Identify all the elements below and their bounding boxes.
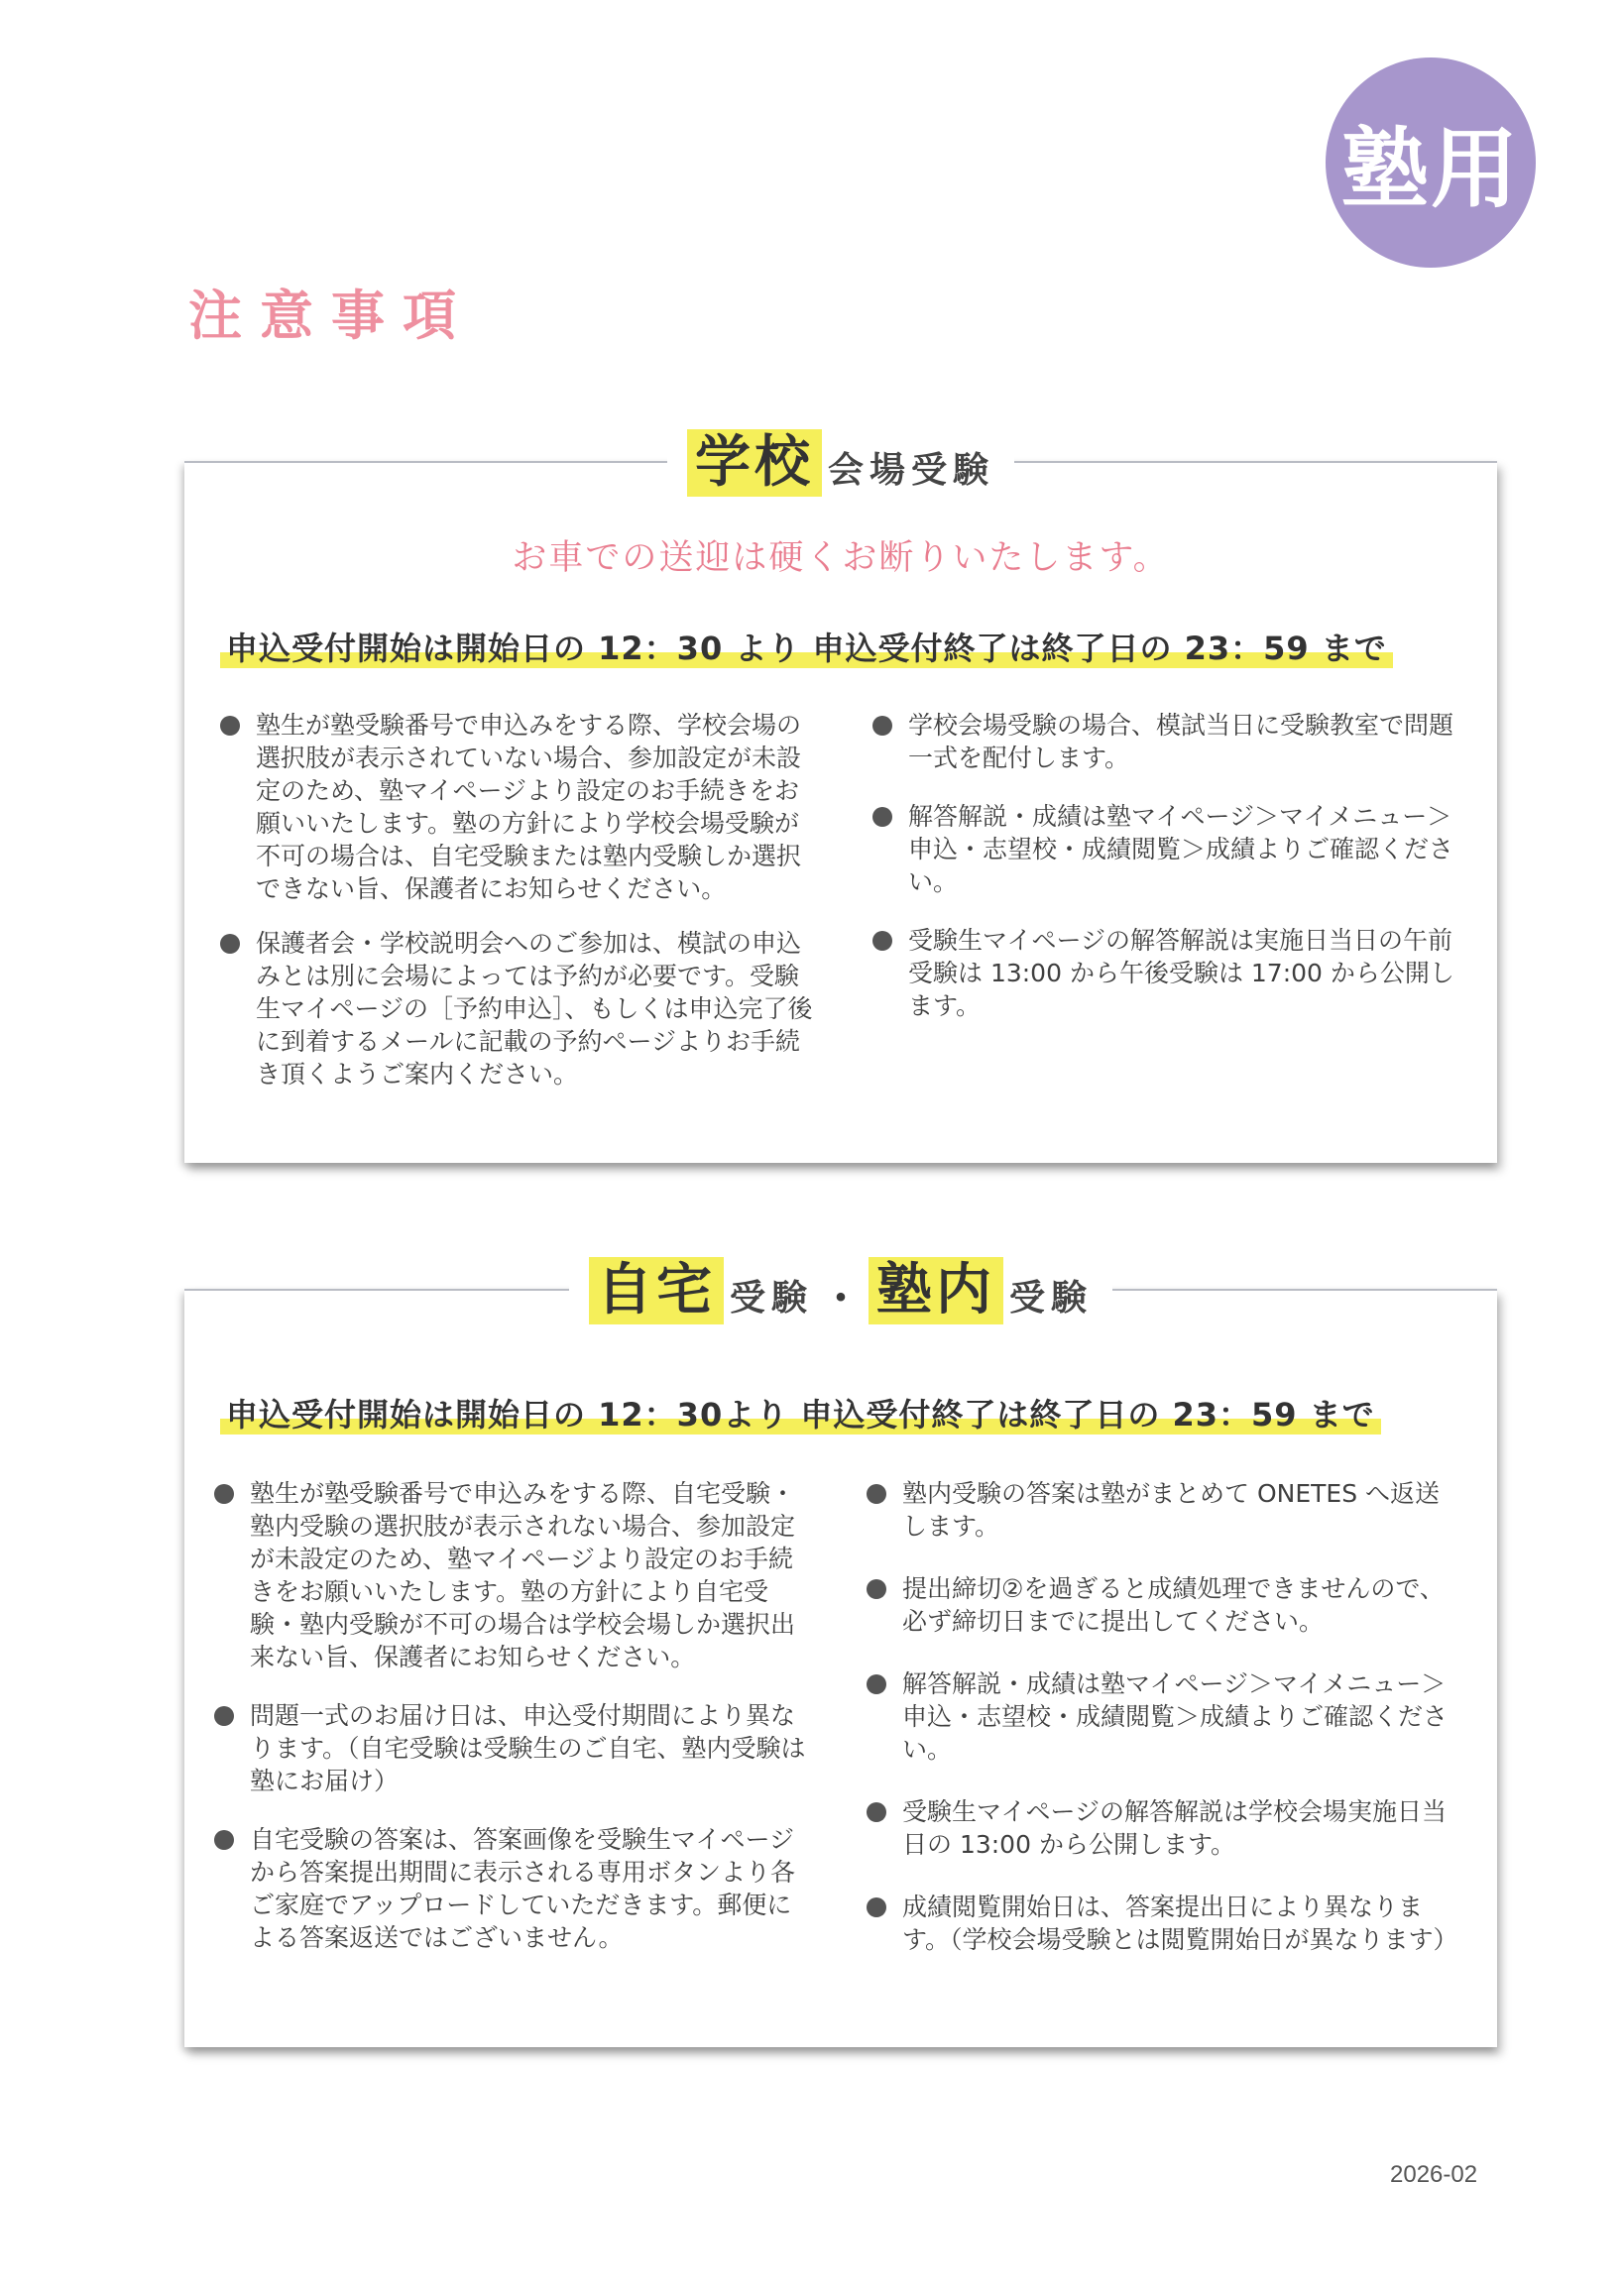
bullet-icon xyxy=(220,934,240,954)
home-juku-panel xyxy=(184,1258,1497,2047)
bullet-icon xyxy=(872,716,892,736)
application-period: 申込受付開始は開始日の 12：30 より 申込受付終了は終了日の 23：59 まで xyxy=(220,624,1393,671)
list-item: 自宅受験の答案は、答案画像を受験生マイページから答案提出期間に表示される専用ボタンより各ご家庭でアップロードしていただきます。郵便による答案返送ではございません。 xyxy=(214,1823,809,1954)
notice-title: 注意事項 xyxy=(188,285,474,347)
home-juku-heading xyxy=(184,1257,1497,1324)
application-period: 申込受付開始は開始日の 12：30より 申込受付終了は終了日の 23：59 まで xyxy=(220,1390,1381,1437)
bullet-icon xyxy=(214,1484,234,1504)
bullet-icon xyxy=(867,1484,886,1504)
list-item: 塾生が塾受験番号で申込みをする際、学校会場の選択肢が表示されていない場合、参加設定が未設定のため、塾マイページより設定のお手続きをお願いいたします。塾の方針により学校会場受験が不可の場合は、自宅受験または塾内受験しか選択できない旨、保護者にお知らせください。 xyxy=(220,709,815,905)
list-item: 解答解説・成績は塾マイページ＞マイメニュー＞申込・志望校・成績閲覧＞成績よりご確認ください。 xyxy=(867,1667,1461,1766)
bullet-icon xyxy=(214,1830,234,1850)
list-item: 保護者会・学校説明会へのご参加は、模試の申込みとは別に会場によっては予約が必要です。受験生マイページの［予約申込］、もしくは申込完了後に到着するメールに記載の予約ページよりお手続き頂くようご案内ください。 xyxy=(220,927,815,1091)
juku-badge: 塾用 xyxy=(1326,57,1536,268)
list-item: 提出締切②を過ぎると成績処理できませんので、必ず締切日までに提出してください。 xyxy=(867,1572,1461,1638)
home-left-column xyxy=(214,1477,809,1980)
list-item: 解答解説・成績は塾マイページ＞マイメニュー＞申込・志望校・成績閲覧＞成績よりご確認ください。 xyxy=(872,800,1467,898)
home-right-column xyxy=(867,1477,1461,1986)
list-item: 成績閲覧開始日は、答案提出日により異なります。（学校会場受験とは閲覧開始日が異なります） xyxy=(867,1891,1461,1956)
heading-rest-juku: 受験 xyxy=(1009,1278,1094,1319)
list-item: 塾生が塾受験番号で申込みをする際、自宅受験・塾内受験の選択肢が表示されない場合、参加設定が未設定のため、塾マイページより設定のお手続きをお願いいたします。塾の方針により自宅受験・塾内受験が不可の場合は学校会場しか選択出来ない旨、保護者にお知らせください。 xyxy=(214,1477,809,1673)
bullet-icon xyxy=(872,807,892,827)
bullet-icon xyxy=(867,1897,886,1917)
heading-highlight-home: 自宅 xyxy=(589,1257,724,1324)
heading-highlight-juku: 塾内 xyxy=(869,1257,1003,1324)
bullet-icon xyxy=(872,931,892,951)
list-item: 塾内受験の答案は塾がまとめて ONETES へ返送します。 xyxy=(867,1477,1461,1543)
heading-highlight: 学校 xyxy=(687,429,822,497)
bullet-icon xyxy=(867,1579,886,1599)
pickup-notice: お車での送迎は硬くお断りいたします。 xyxy=(512,538,1170,578)
school-right-column xyxy=(872,709,1467,1048)
bullet-icon xyxy=(867,1674,886,1694)
heading-separator: ・ xyxy=(821,1276,861,1321)
bullet-icon xyxy=(214,1706,234,1726)
bullet-icon xyxy=(220,716,240,736)
list-item: 問題一式のお届け日は、申込受付期間により異なります。（自宅受験は受験生のご自宅、塾内受験は塾にお届け） xyxy=(214,1699,809,1797)
document-code: 2026-02 xyxy=(1390,2161,1478,2188)
list-item: 受験生マイページの解答解説は実施日当日の午前受験は 13:00 から午後受験は 17:00 から公開します。 xyxy=(872,924,1467,1022)
bullet-icon xyxy=(867,1802,886,1822)
heading-rest: 会場受験 xyxy=(827,450,994,491)
school-venue-heading xyxy=(184,429,1497,497)
list-item: 受験生マイページの解答解説は学校会場実施日当日の 13:00 から公開します。 xyxy=(867,1795,1461,1861)
school-venue-panel xyxy=(184,430,1497,1163)
heading-rest-home: 受験 xyxy=(729,1278,813,1319)
list-item: 学校会場受験の場合、模試当日に受験教室で問題一式を配付します。 xyxy=(872,709,1467,774)
school-left-column xyxy=(220,709,815,1112)
